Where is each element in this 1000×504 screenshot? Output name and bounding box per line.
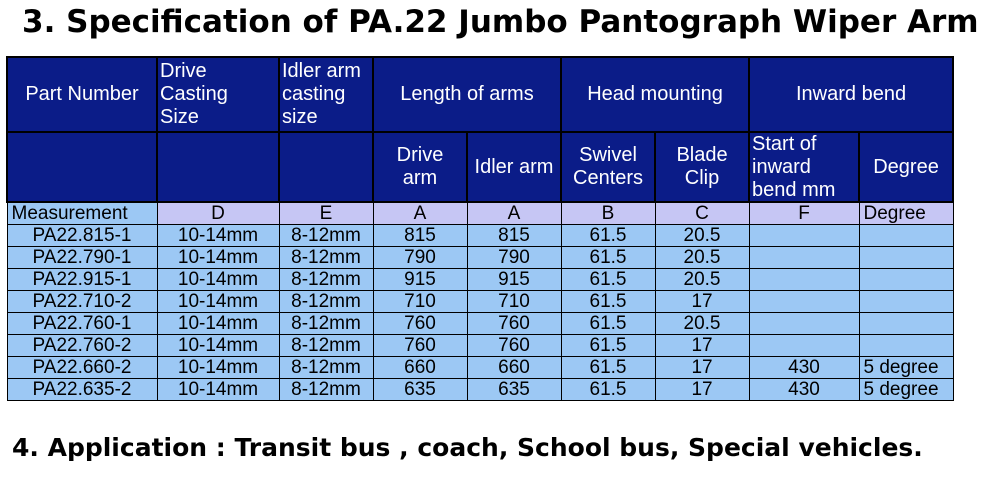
table-cell: 760 xyxy=(467,335,561,357)
table-cell: 815 xyxy=(373,225,467,247)
table-cell xyxy=(749,313,859,335)
specification-table xyxy=(6,56,954,401)
table-row xyxy=(7,313,953,335)
measurement-cell: A xyxy=(467,202,561,225)
measurement-cell: E xyxy=(279,202,373,225)
table-cell: 10-14mm xyxy=(157,357,279,379)
header-drive-casting-size: Drive Casting Size xyxy=(157,57,279,132)
table-cell: 915 xyxy=(467,269,561,291)
table-cell xyxy=(859,291,953,313)
table-cell xyxy=(859,335,953,357)
table-cell: 710 xyxy=(373,291,467,313)
table-cell: 5 degree xyxy=(859,379,953,401)
table-cell xyxy=(749,291,859,313)
table-row xyxy=(7,357,953,379)
measurement-row xyxy=(7,202,953,225)
table-row xyxy=(7,379,953,401)
table-cell: 635 xyxy=(373,379,467,401)
table-cell: 815 xyxy=(467,225,561,247)
header-drive-arm: Drive arm xyxy=(373,132,467,202)
table-cell: 61.5 xyxy=(561,291,655,313)
measurement-cell: Measurement xyxy=(7,202,157,225)
table-cell: 8-12mm xyxy=(279,379,373,401)
section-4-application: 4. Application : Transit bus , coach, School bus, Special vehicles. xyxy=(12,433,923,462)
table-row xyxy=(7,269,953,291)
table-cell: 20.5 xyxy=(655,225,749,247)
table-cell: 17 xyxy=(655,379,749,401)
header-blade-clip: Blade Clip xyxy=(655,132,749,202)
part-number-cell: PA22.760-1 xyxy=(7,313,157,335)
header-swivel-centers: Swivel Centers xyxy=(561,132,655,202)
part-number-cell: PA22.710-2 xyxy=(7,291,157,313)
table-cell: 8-12mm xyxy=(279,247,373,269)
table-cell xyxy=(749,247,859,269)
table-cell: 760 xyxy=(467,313,561,335)
part-number-cell: PA22.790-1 xyxy=(7,247,157,269)
table-cell xyxy=(859,269,953,291)
header-part-number: Part Number xyxy=(7,57,157,132)
part-number-cell: PA22.760-2 xyxy=(7,335,157,357)
header-head-mounting: Head mounting xyxy=(561,57,749,132)
table-row xyxy=(7,247,953,269)
table-cell: 10-14mm xyxy=(157,313,279,335)
table-cell: 710 xyxy=(467,291,561,313)
header-blank-1 xyxy=(7,132,157,202)
table-cell: 10-14mm xyxy=(157,225,279,247)
table-cell: 790 xyxy=(467,247,561,269)
header-start-of-inward-bend: Start of inward bend mm xyxy=(749,132,859,202)
table-cell: 61.5 xyxy=(561,357,655,379)
table-cell: 61.5 xyxy=(561,225,655,247)
header-length-of-arms: Length of arms xyxy=(373,57,561,132)
table-cell: 8-12mm xyxy=(279,313,373,335)
header-blank-3 xyxy=(279,132,373,202)
table-cell: 915 xyxy=(373,269,467,291)
table-cell: 760 xyxy=(373,313,467,335)
table-cell: 430 xyxy=(749,357,859,379)
table-cell: 790 xyxy=(373,247,467,269)
table-cell: 660 xyxy=(373,357,467,379)
header-blank-2 xyxy=(157,132,279,202)
part-number-cell: PA22.815-1 xyxy=(7,225,157,247)
table-cell: 10-14mm xyxy=(157,335,279,357)
table-cell: 61.5 xyxy=(561,313,655,335)
table-cell: 10-14mm xyxy=(157,269,279,291)
section-3-title: 3. Specification of PA.22 Jumbo Pantograph Wiper Arm xyxy=(22,4,979,40)
table-cell: 8-12mm xyxy=(279,335,373,357)
header-idler-casting-size: Idler arm casting size xyxy=(279,57,373,132)
table-cell: 20.5 xyxy=(655,247,749,269)
table-cell xyxy=(859,225,953,247)
header-idler-arm: Idler arm xyxy=(467,132,561,202)
table-row xyxy=(7,225,953,247)
table-cell: 5 degree xyxy=(859,357,953,379)
table-cell: 8-12mm xyxy=(279,269,373,291)
table-cell: 8-12mm xyxy=(279,291,373,313)
table-row xyxy=(7,291,953,313)
table-cell: 61.5 xyxy=(561,379,655,401)
measurement-cell: Degree xyxy=(859,202,953,225)
table-cell: 61.5 xyxy=(561,269,655,291)
table-cell: 17 xyxy=(655,291,749,313)
measurement-cell: D xyxy=(157,202,279,225)
part-number-cell: PA22.915-1 xyxy=(7,269,157,291)
table-cell xyxy=(859,247,953,269)
table-cell: 61.5 xyxy=(561,335,655,357)
measurement-cell: B xyxy=(561,202,655,225)
table-cell: 430 xyxy=(749,379,859,401)
table-cell: 10-14mm xyxy=(157,291,279,313)
table-cell: 8-12mm xyxy=(279,225,373,247)
table-cell: 635 xyxy=(467,379,561,401)
table-cell: 17 xyxy=(655,335,749,357)
table-cell xyxy=(749,335,859,357)
table-cell: 10-14mm xyxy=(157,379,279,401)
part-number-cell: PA22.635-2 xyxy=(7,379,157,401)
header-degree: Degree xyxy=(859,132,953,202)
measurement-cell: C xyxy=(655,202,749,225)
measurement-cell: A xyxy=(373,202,467,225)
header-inward-bend: Inward bend xyxy=(749,57,953,132)
table-cell xyxy=(749,269,859,291)
measurement-cell: F xyxy=(749,202,859,225)
table-cell: 17 xyxy=(655,357,749,379)
table-row xyxy=(7,335,953,357)
part-number-cell: PA22.660-2 xyxy=(7,357,157,379)
table-cell: 61.5 xyxy=(561,247,655,269)
table-cell xyxy=(749,225,859,247)
table-cell xyxy=(859,313,953,335)
table-cell: 20.5 xyxy=(655,269,749,291)
table-cell: 20.5 xyxy=(655,313,749,335)
table-cell: 8-12mm xyxy=(279,357,373,379)
table-cell: 10-14mm xyxy=(157,247,279,269)
table-cell: 660 xyxy=(467,357,561,379)
table-cell: 760 xyxy=(373,335,467,357)
